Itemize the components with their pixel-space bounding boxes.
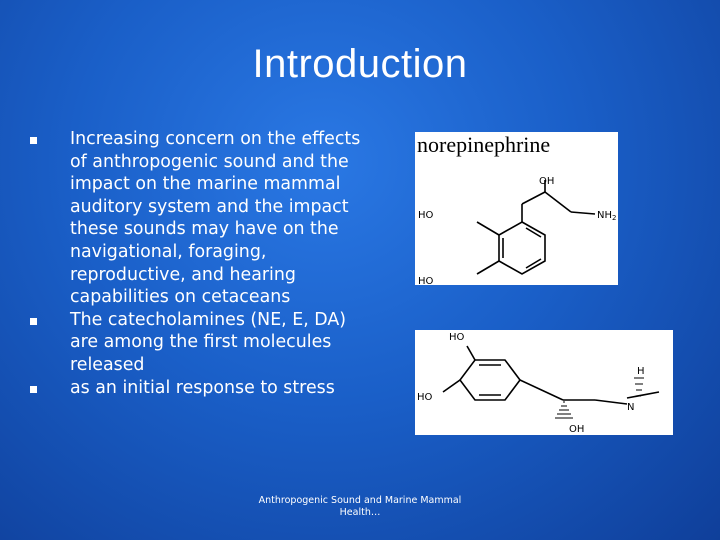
label-h: H [637, 366, 645, 377]
slide-title: Introduction [252, 42, 468, 86]
bullet-list [30, 128, 375, 399]
bond-ho-top [477, 222, 499, 235]
norepinephrine-skeletal-diagram [415, 132, 618, 285]
bullet-item [30, 309, 375, 377]
stereo-skeletal-diagram [415, 330, 673, 435]
norepinephrine-structure-image [415, 132, 618, 285]
bullet-square-icon [30, 386, 37, 393]
benzene-ring [460, 360, 520, 400]
bullet-text: The catecholamines (NE, E, DA) are among the first molecules released [70, 309, 347, 375]
label-ho-bottom: HO [418, 276, 434, 285]
label-ho-top: HO [449, 332, 465, 343]
hashed-wedge-oh [555, 402, 573, 418]
label-oh: OH [569, 424, 585, 435]
benzene-ring [499, 222, 545, 274]
slide-footer: Anthropogenic Sound and Marine Mammal Health… [258, 495, 462, 518]
bullet-item [30, 377, 375, 400]
label-oh: OH [539, 176, 555, 187]
stereo-structure-image [415, 330, 673, 435]
bullet-text: as an initial response to stress [70, 377, 335, 398]
bullet-square-icon [30, 137, 37, 144]
bond-ho-top [467, 346, 475, 360]
label-ho-bottom: HO [417, 392, 433, 403]
bullet-text: Increasing concern on the effects of anthropogenic sound and the impact on the marine mammal auditory system and the impact these sounds may have on the navigational, foraging, reproductive, and hearing capabilities on cetaceans [70, 129, 361, 308]
bullet-item [30, 128, 375, 309]
label-nh2: $NH_2$ [597, 210, 617, 222]
bond-ho-bottom [443, 380, 460, 392]
bond-n [595, 400, 627, 404]
bullet-square-icon [30, 318, 37, 325]
label-n: N [627, 402, 635, 413]
hashed-wedge-h [634, 378, 644, 396]
label-ho-top: HO [418, 210, 434, 221]
bond-ho-bottom [477, 261, 499, 274]
molecule-name: norepinephrine [417, 132, 551, 157]
bond-nh2 [571, 212, 595, 214]
